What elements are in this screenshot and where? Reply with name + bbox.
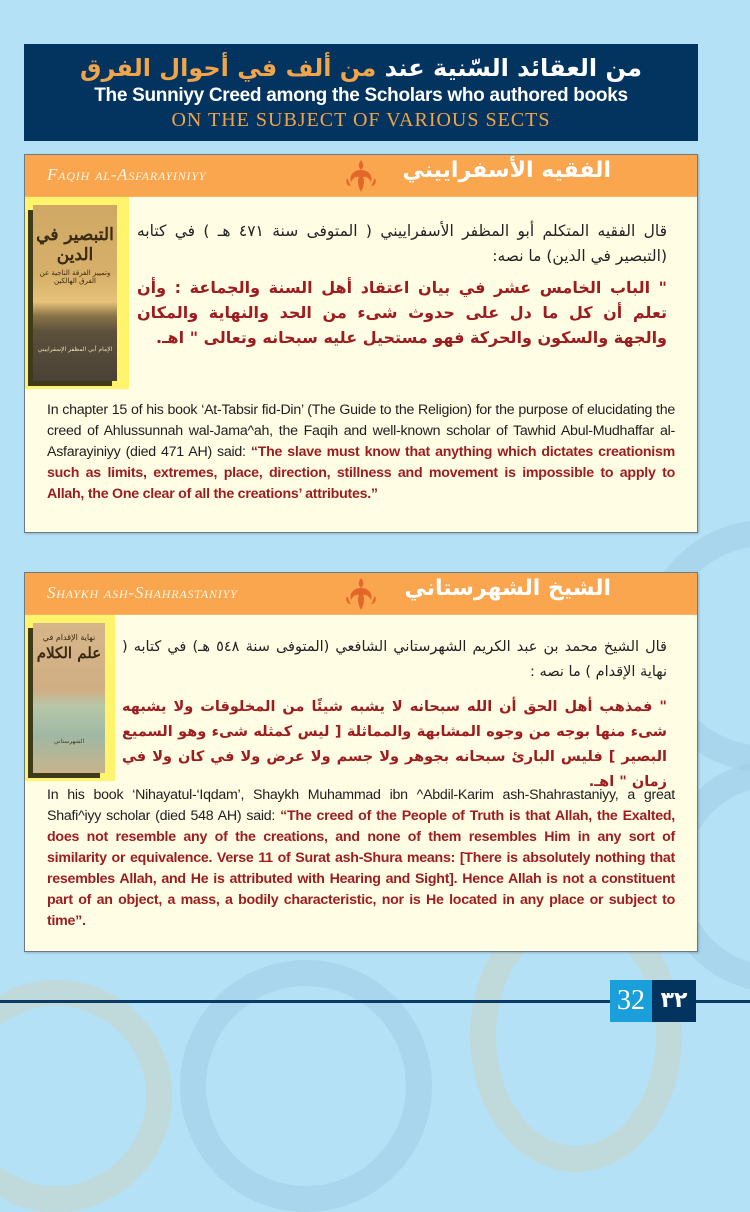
- english-intro: In chapter 15 of his book ‘At-Tabsir fid-Din’ (The Guide to the Religion) for the purpose of elucidating the creed of Ahlussunnah wal-Jama^ah, the Faqih and well-known scholar of Tawhid Abul-Mudhaffar al-Asfarayiniyy (died 471 AH) said:: [47, 402, 675, 460]
- scholar-card-shahrastaniyy: [24, 572, 698, 952]
- floral-ornament-icon: [343, 576, 379, 612]
- background-ornament: [0, 980, 172, 1212]
- page-number-arabic: ٣٢: [652, 980, 696, 1022]
- arabic-intro: قال الفقيه المتكلم أبو المظفر الأسفراييني ( المتوفى سنة ٤٧١ هـ ) في كتابه (التبصير في الدين) ما نصه:: [137, 222, 667, 265]
- header-title-arabic: [24, 52, 698, 84]
- book-subtitle: وتمييز الفرقة الناجية عن الفرق الهالكين: [39, 269, 111, 285]
- scholar-card-asfarayiniyy: [24, 154, 698, 533]
- book-author: الشهرستاني: [53, 738, 85, 745]
- card-title-arabic: الشيخ الشهرستاني: [404, 576, 611, 601]
- book-cover-image: [25, 197, 129, 389]
- card-title-arabic: الفقيه الأسفراييني: [402, 158, 611, 183]
- card-title-english: Shaykh ash-Shahrastaniyy: [47, 583, 238, 602]
- card-title-band: [25, 155, 697, 197]
- header-title-english: The Sunniyy Creed among the Scholars who authored books: [94, 85, 628, 106]
- arabic-quote: " الباب الخامس عشر في بيان اعتقاد أهل السنة والجماعة : وأن تعلم أن كل ما دل على حدوث شىء من الحد والنهاية والمكان والجهة والسكون والحركة فهو مستحيل عليه سبحانه وتعالى " اهـ.: [137, 278, 667, 347]
- english-quote: “The creed of the People of Truth is that Allah, the Exalted, does not resemble any of the creations, and none of them resembles Him in any sort of similarity or equivalence. Verse 11 of Surat ash-Shura means: [There is absolutely nothing that resembles Allah, and He is attributed with Hearing and Sight]. Hence Allah is not a constituent part of an object, a mass, a bodily characteristic, nor is He located in any place or subject to time”.: [47, 808, 675, 929]
- book-author: الإمام أبي المظفر الإسفراييني: [37, 346, 113, 353]
- floral-ornament-icon: [343, 158, 379, 194]
- header-title-arabic-white: من العقائد السّنية عند: [384, 54, 642, 82]
- english-text-block: [47, 400, 675, 505]
- english-quote: “The slave must know that anything which dictates creationism such as limits, extremes, place, direction, stillness and movement is impossible to apply to Allah, the One clear of all the creations’ attributes.”: [47, 444, 675, 502]
- arabic-quote: " فمذهب أهل الحق أن الله سبحانه لا يشبه شيئًا من المخلوقات ولا يشبهه شىء منها بوجه من وجوه المشابهة والمماثلة [ ليس كمثله شىء وهو السميع البصير ] فليس البارئ سبحانه بجوهر ولا جسم ولا عرض ولا في كان ولا في زمان " اهـ.: [122, 699, 667, 790]
- arabic-text-block: [137, 219, 667, 350]
- english-intro: In his book ‘Nihayatul-‘Iqdam’, Shaykh Muhammad ibn ^Abdil-Karim ash-Shahrastaniyy, a great Shafi^iyy scholar (died 548 AH) said:: [47, 787, 675, 824]
- page-header: [24, 44, 698, 141]
- book-subtitle: نهاية الإقدام في: [42, 633, 96, 642]
- book-cover-image: [25, 615, 115, 781]
- header-subtitle: ON THE SUBJECT OF VARIOUS SECTS: [171, 109, 551, 131]
- page-number-english: 32: [610, 980, 652, 1022]
- background-ornament: [180, 960, 432, 1212]
- book-cover-nihayat: [33, 623, 105, 773]
- header-title-arabic-gold: من ألف في أحوال الفرق: [80, 54, 377, 82]
- book-title: التبصير في الدين: [36, 225, 114, 265]
- english-text-block: [47, 785, 675, 932]
- arabic-intro: قال الشيخ محمد بن عبد الكريم الشهرستاني الشافعي (المتوفى سنة ٥٤٨ هـ) في كتابه ( نهاية الإقدام ) ما نصه :: [122, 639, 667, 680]
- card-title-band: [25, 573, 697, 615]
- book-cover-tabsir: [33, 205, 117, 381]
- card-title-english: Faqih al-Asfarayiniyy: [47, 165, 207, 184]
- arabic-text-block: [122, 635, 667, 795]
- book-title: علم الكلام: [36, 644, 102, 662]
